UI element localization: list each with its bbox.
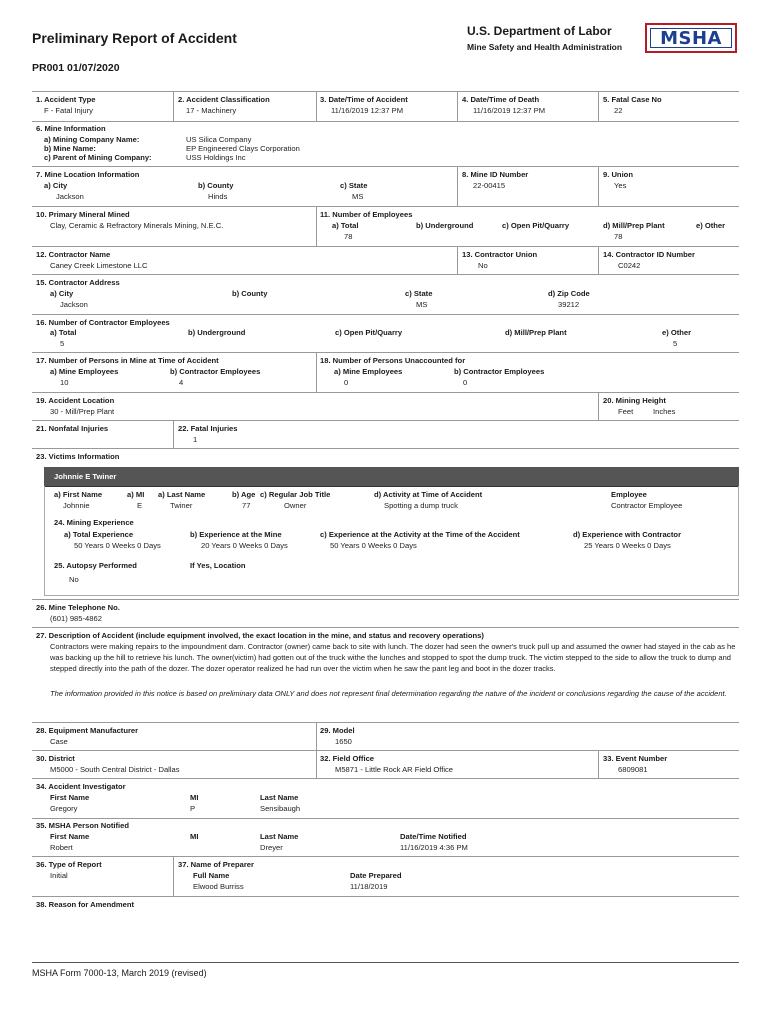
f4-value: 11/16/2019 12:37 PM bbox=[473, 106, 546, 115]
f13-label: 13. Contractor Union bbox=[462, 250, 538, 259]
f6b-value: EP Engineered Clays Corporation bbox=[186, 144, 300, 153]
f11-op-label: c) Open Pit/Quarry bbox=[502, 221, 570, 230]
victim-job: Owner bbox=[284, 501, 307, 510]
f1-label: 1. Accident Type bbox=[36, 95, 96, 104]
autopsy-label: 25. Autopsy Performed bbox=[54, 561, 137, 570]
f34-label: 34. Accident Investigator bbox=[36, 782, 126, 791]
f12-value: Caney Creek Limestone LLC bbox=[50, 261, 148, 270]
f5-label: 5. Fatal Case No bbox=[603, 95, 662, 104]
victim-name: Johnnie E Twiner bbox=[54, 472, 117, 481]
f7-city: Jackson bbox=[56, 192, 84, 201]
victim-mi: E bbox=[137, 501, 143, 510]
f16-label: 16. Number of Contractor Employees bbox=[36, 318, 170, 327]
f17-contr: 4 bbox=[179, 378, 184, 387]
f11-mill: 78 bbox=[614, 232, 623, 241]
f36-label: 36. Type of Report bbox=[36, 860, 102, 869]
f3-label: 3. Date/Time of Accident bbox=[320, 95, 408, 104]
f16-other: 5 bbox=[673, 339, 678, 348]
f16-op-label: c) Open Pit/Quarry bbox=[335, 328, 403, 337]
f11-label: 11. Number of Employees bbox=[320, 210, 413, 219]
f7-county-label: b) County bbox=[198, 181, 234, 190]
f26-value: (601) 985-4862 bbox=[50, 614, 102, 623]
exp-act-label: c) Experience at the Activity at the Time of the Accident bbox=[320, 530, 520, 539]
f12-label: 12. Contractor Name bbox=[36, 250, 111, 259]
victim-age-label: b) Age bbox=[232, 490, 256, 499]
f6a-value: US Silica Company bbox=[186, 135, 252, 144]
victim-employee-label: Employee bbox=[611, 490, 647, 499]
f22-label: 22. Fatal Injuries bbox=[178, 424, 238, 433]
exp-label: 24. Mining Experience bbox=[54, 518, 134, 527]
victim-mi-label: a) MI bbox=[127, 490, 145, 499]
f32-value: M5871 - Little Rock AR Field Office bbox=[335, 765, 454, 774]
f15-label: 15. Contractor Address bbox=[36, 278, 120, 287]
f11-other-label: e) Other bbox=[696, 221, 726, 230]
f36-value: Initial bbox=[50, 871, 68, 880]
f6-label: 6. Mine Information bbox=[36, 124, 106, 133]
f20-label: 20. Mining Height bbox=[603, 396, 666, 405]
f1-value: F - Fatal Injury bbox=[44, 106, 93, 115]
accident-description: Contractors were making repairs to the impoundment dam. Contractor (owner) came back to site with lunch. The dozer had seen the owner's truck pull up and assumed the owner had stayed in the cab as he was backing up the hill to retrieve his lunch. The owner(victim) had gotten out of the truck withe the lunches and stopped to spot the dump truck. The victim stepped to the side to allow the truck to dump and stepped directly into the path of the dozer. The dozer operator realized he had run over the victim when he saw the pant leg and boot in the dozer tracks. bbox=[50, 642, 736, 673]
exp-mine: 20 Years 0 Weeks 0 Days bbox=[201, 541, 288, 550]
f35-first-label: First Name bbox=[50, 832, 90, 841]
f23-label: 23. Victims Information bbox=[36, 452, 120, 461]
f17-contr-label: b) Contractor Employees bbox=[170, 367, 261, 376]
f26-label: 26. Mine Telephone No. bbox=[36, 603, 120, 612]
victim-first: Johnnie bbox=[63, 501, 90, 510]
f18-label: 18. Number of Persons Unaccounted for bbox=[320, 356, 466, 365]
f3-value: 11/16/2019 12:37 PM bbox=[331, 106, 404, 115]
f15-city-label: a) City bbox=[50, 289, 74, 298]
f37-date: 11/18/2019 bbox=[350, 882, 388, 891]
f19-value: 30 - Mill/Prep Plant bbox=[50, 407, 115, 416]
f19-label: 19. Accident Location bbox=[36, 396, 115, 405]
f14-value: C0242 bbox=[618, 261, 641, 270]
f29-value: 1650 bbox=[335, 737, 352, 746]
f16-ug-label: b) Underground bbox=[188, 328, 246, 337]
f11-total: 78 bbox=[344, 232, 353, 241]
exp-contr: 25 Years 0 Weeks 0 Days bbox=[584, 541, 671, 550]
f15-zip: 39212 bbox=[558, 300, 580, 309]
f9-label: 9. Union bbox=[603, 170, 633, 179]
f29-label: 29. Model bbox=[320, 726, 355, 735]
f10-label: 10. Primary Mineral Mined bbox=[36, 210, 130, 219]
preliminary-note: The information provided in this notice is based on preliminary data ONLY and does not represent final determination regarding the nature of the incident or conclusions regarding the cause of the accident. bbox=[50, 689, 727, 698]
f14-label: 14. Contractor ID Number bbox=[603, 250, 695, 259]
f17-label: 17. Number of Persons in Mine at Time of Accident bbox=[36, 356, 219, 365]
f30-value: M5000 - South Central District - Dallas bbox=[50, 765, 180, 774]
page-title: Preliminary Report of Accident bbox=[32, 30, 237, 46]
exp-total: 50 Years 0 Weeks 0 Days bbox=[74, 541, 161, 550]
f33-label: 33. Event Number bbox=[603, 754, 668, 763]
victim-age: 77 bbox=[242, 501, 251, 510]
f37-full: Elwood Burriss bbox=[193, 882, 244, 891]
exp-contr-label: d) Experience with Contractor bbox=[573, 530, 682, 539]
f15-state: MS bbox=[416, 300, 428, 309]
f2-label: 2. Accident Classification bbox=[178, 95, 270, 104]
f35-first: Robert bbox=[50, 843, 73, 852]
f10-value: Clay, Ceramic & Refractory Minerals Mining, N.E.C. bbox=[50, 221, 224, 230]
f37-date-label: Date Prepared bbox=[350, 871, 402, 880]
report-number: PR001 01/07/2020 bbox=[32, 62, 120, 74]
victim-activity-label: d) Activity at Time of Accident bbox=[374, 490, 483, 499]
f4-label: 4. Date/Time of Death bbox=[462, 95, 540, 104]
f34-last-label: Last Name bbox=[260, 793, 299, 802]
f11-mill-label: d) Mill/Prep Plant bbox=[603, 221, 665, 230]
f2-value: 17 - Machinery bbox=[186, 106, 237, 115]
f7-city-label: a) City bbox=[44, 181, 68, 190]
f15-city: Jackson bbox=[60, 300, 88, 309]
f35-last-label: Last Name bbox=[260, 832, 299, 841]
victim-last-label: a) Last Name bbox=[158, 490, 206, 499]
footer-form-id: MSHA Form 7000-13, March 2019 (revised) bbox=[32, 968, 207, 978]
victim-activity: Spotting a dump truck bbox=[384, 501, 458, 510]
f18-mine: 0 bbox=[344, 378, 349, 387]
autopsy-location-label: If Yes, Location bbox=[190, 561, 246, 570]
department-name: U.S. Department of Labor bbox=[467, 24, 612, 38]
f35-label: 35. MSHA Person Notified bbox=[36, 821, 129, 830]
f18-contr: 0 bbox=[463, 378, 468, 387]
f15-county-label: b) County bbox=[232, 289, 268, 298]
f20-feet: Feet bbox=[618, 407, 634, 416]
f8-label: 8. Mine ID Number bbox=[462, 170, 529, 179]
exp-mine-label: b) Experience at the Mine bbox=[190, 530, 282, 539]
f35-mi-label: MI bbox=[190, 832, 199, 841]
exp-act: 50 Years 0 Weeks 0 Days bbox=[330, 541, 417, 550]
f15-state-label: c) State bbox=[405, 289, 433, 298]
f34-mi-label: MI bbox=[190, 793, 199, 802]
f15-zip-label: d) Zip Code bbox=[548, 289, 590, 298]
f28-label: 28. Equipment Manufacturer bbox=[36, 726, 139, 735]
f7-state: MS bbox=[352, 192, 364, 201]
exp-total-label: a) Total Experience bbox=[64, 530, 134, 539]
victim-header bbox=[44, 467, 739, 487]
f20-inches: Inches bbox=[653, 407, 676, 416]
f18-mine-label: a) Mine Employees bbox=[334, 367, 403, 376]
f11-ug-label: b) Underground bbox=[416, 221, 474, 230]
f6a-label: a) Mining Company Name: bbox=[44, 135, 140, 144]
f34-first-label: First Name bbox=[50, 793, 90, 802]
victim-employee: Contractor Employee bbox=[611, 501, 683, 510]
agency-name: Mine Safety and Health Administration bbox=[467, 42, 623, 52]
f13-value: No bbox=[478, 261, 488, 270]
f6b-label: b) Mine Name: bbox=[44, 144, 96, 153]
f11-total-label: a) Total bbox=[332, 221, 359, 230]
f16-total: 5 bbox=[60, 339, 65, 348]
f7-county: Hinds bbox=[208, 192, 228, 201]
f6c-label: c) Parent of Mining Company: bbox=[44, 153, 152, 162]
victim-job-label: c) Regular Job Title bbox=[260, 490, 331, 499]
f18-contr-label: b) Contractor Employees bbox=[454, 367, 545, 376]
f16-total-label: a) Total bbox=[50, 328, 77, 337]
f16-mill-label: d) Mill/Prep Plant bbox=[505, 328, 567, 337]
f7-state-label: c) State bbox=[340, 181, 368, 190]
f17-mine-label: a) Mine Employees bbox=[50, 367, 119, 376]
victim-last: Twiner bbox=[170, 501, 193, 510]
f35-last: Dreyer bbox=[260, 843, 283, 852]
f37-label: 37. Name of Preparer bbox=[178, 860, 254, 869]
f28-value: Case bbox=[50, 737, 68, 746]
f33-value: 6809081 bbox=[618, 765, 648, 774]
f30-label: 30. District bbox=[36, 754, 75, 763]
f38-label: 38. Reason for Amendment bbox=[36, 900, 135, 909]
victim-first-label: a) First Name bbox=[54, 490, 103, 499]
footer-divider bbox=[32, 962, 739, 963]
f34-first: Gregory bbox=[50, 804, 78, 813]
f22-value: 1 bbox=[193, 435, 198, 444]
autopsy-value: No bbox=[69, 575, 79, 584]
f16-other-label: e) Other bbox=[662, 328, 692, 337]
f5-value: 22 bbox=[614, 106, 623, 115]
f27-label: 27. Description of Accident (include equipment involved, the exact location in the mine, and status and recovery operations) bbox=[36, 631, 484, 640]
msha-logo: MSHA bbox=[645, 23, 737, 53]
f35-dt-label: Date/Time Notified bbox=[400, 832, 467, 841]
f6c-value: USS Holdings Inc bbox=[186, 153, 246, 162]
f34-last: Sensibaugh bbox=[260, 804, 301, 813]
f17-mine: 10 bbox=[60, 378, 69, 387]
f9-value: Yes bbox=[614, 181, 627, 190]
f21-label: 21. Nonfatal Injuries bbox=[36, 424, 109, 433]
f37-full-label: Full Name bbox=[193, 871, 230, 880]
f8-value: 22-00415 bbox=[473, 181, 506, 190]
f35-dt: 11/16/2019 4:36 PM bbox=[400, 843, 468, 852]
f34-mi: P bbox=[190, 804, 196, 813]
f32-label: 32. Field Office bbox=[320, 754, 375, 763]
f7-label: 7. Mine Location Information bbox=[36, 170, 140, 179]
